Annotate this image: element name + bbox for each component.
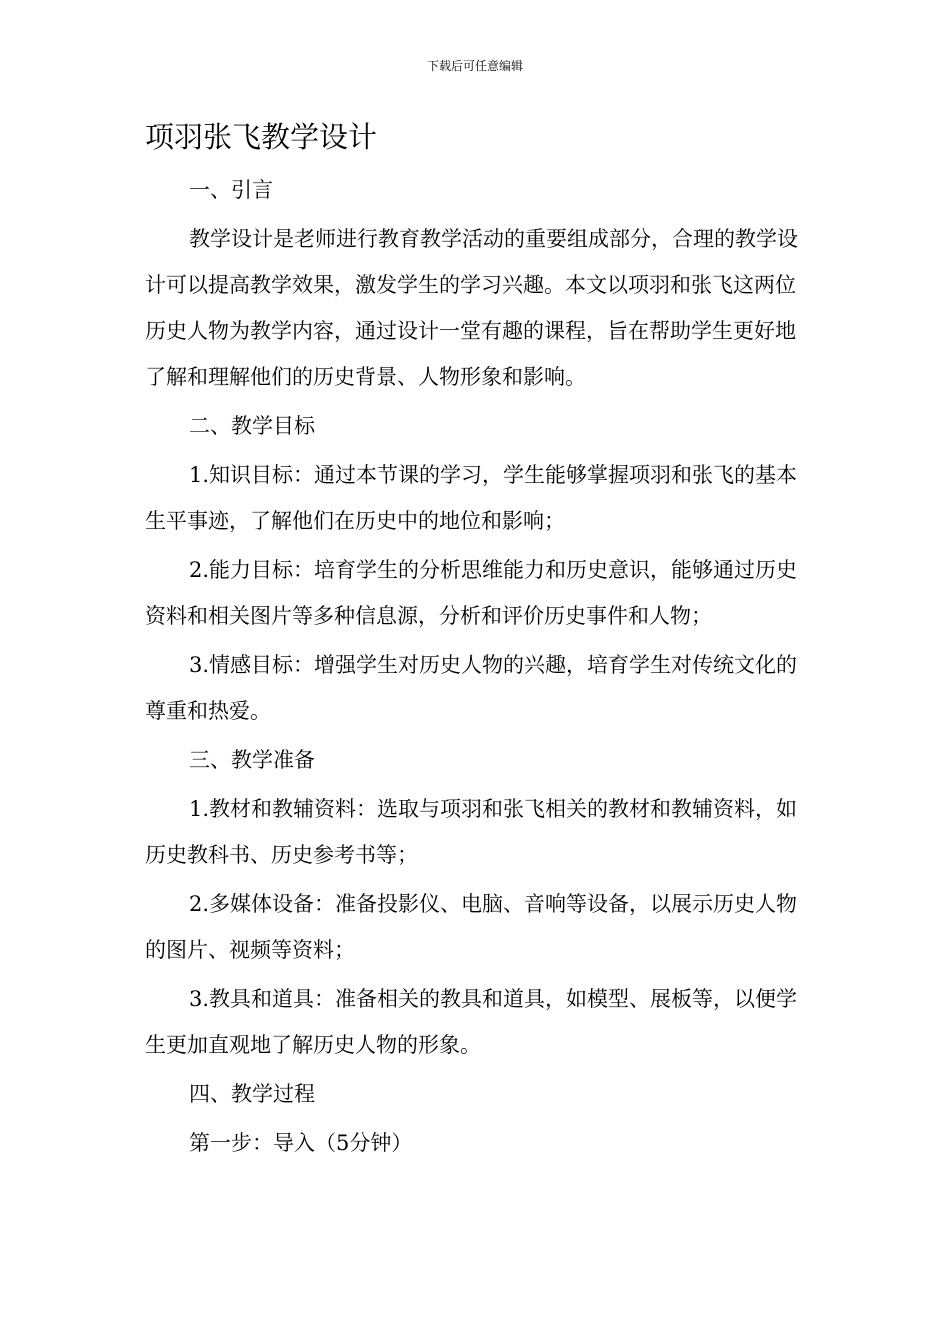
paragraph-goal-knowledge: 1.知识目标：通过本节课的学习，学生能够掌握项羽和张飞的基本生平事迹，了解他们在历史中的地位和影响；: [145, 463, 798, 533]
paragraph-step-one: 第一步：导入（5分钟）: [189, 1131, 413, 1155]
document-title: 项羽张飞教学设计: [145, 120, 378, 154]
document-body: [145, 167, 805, 1169]
header-note: 下载后可任意编辑: [426, 59, 523, 73]
paragraph-intro: 教学设计是老师进行教育教学活动的重要组成部分，合理的教学设计可以提高教学效果，激发学生的学习兴趣。本文以项羽和张飞这两位历史人物为教学内容，通过设计一堂有趣的课程，旨在帮助学生更好地了解和理解他们的历史背景、人物形象和影响。: [145, 227, 798, 389]
section-heading-preparation: 三、教学准备: [189, 748, 315, 772]
paragraph-prep-materials: 1.教材和教辅资料：选取与项羽和张飞相关的教材和教辅资料，如历史教科书、历史参考书等；: [145, 797, 798, 867]
section-heading-process: 四、教学过程: [189, 1082, 315, 1106]
paragraph-prep-props: 3.教具和道具：准备相关的教具和道具，如模型、展板等，以便学生更加直观地了解历史人物的形象。: [145, 987, 798, 1057]
section-heading-goals: 二、教学目标: [189, 414, 315, 438]
section-heading-intro: 一、引言: [189, 178, 273, 202]
paragraph-prep-multimedia: 2.多媒体设备：准备投影仪、电脑、音响等设备，以展示历史人物的图片、视频等资料；: [145, 892, 798, 962]
paragraph-goal-ability: 2.能力目标：培育学生的分析思维能力和历史意识，能够通过历史资料和相关图片等多种信息源，分析和评价历史事件和人物；: [145, 558, 798, 628]
paragraph-goal-emotion: 3.情感目标：增强学生对历史人物的兴趣，培育学生对传统文化的尊重和热爱。: [145, 653, 798, 723]
